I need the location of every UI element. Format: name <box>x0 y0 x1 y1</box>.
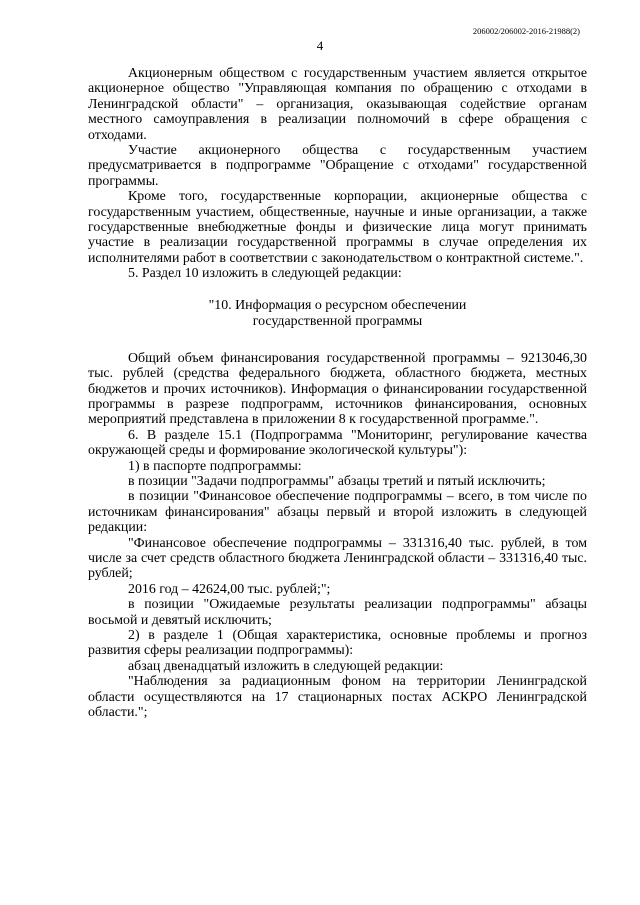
paragraph: Акционерным обществом с государственным участием является открытое акционерное общество "Управляющая компания по обращению с отходами в Ленинградской области" – организация, оказывающая содействие органам местного самоуправления в реализации полномочий в сфере обращения с отходами. <box>88 66 587 143</box>
page-number: 4 <box>316 38 324 53</box>
document-body <box>88 66 587 720</box>
paragraph: Общий объем финансирования государственной программы – 9213046,30 тыс. рублей (средства федерального бюджета, областного бюджета, местных бюджетов и прочих источников). Информация о финансировании государственной программы в разрезе подпрограмм, источников финансирования, основных мероприятий представлена в приложении 8 к государственной программе.". <box>88 350 587 428</box>
paragraph: "Наблюдения за радиационным фоном на территории Ленинградской области осуществляются на 17 стационарных постах АСКРО Ленинградской области."; <box>88 674 587 721</box>
paragraph: 2016 год – 42624,00 тыс. рублей;"; <box>128 581 331 597</box>
section-heading-line: государственной программы <box>252 313 423 329</box>
section-heading-line: "10. Информация о ресурсном обеспечении <box>208 297 467 313</box>
paragraph: Участие акционерного общества с государственным участием предусматривается в подпрограмме "Обращение с отходами" государственной программы. <box>88 143 587 189</box>
paragraph: Кроме того, государственные корпорации, акционерные общества с государственным участием, общественные, научные и иные организации, а также государственные внебюджетные фонды и физические лица могут принимать участие в реализации государственной программы в случае определения их исполнителями работ в соответствии с законодательством о контрактной системе.". <box>88 189 587 266</box>
paragraph: 2) в разделе 1 (Общая характеристика, основные проблемы и прогноз развития сферы реализации подпрограммы): <box>88 628 587 659</box>
paragraph: "Финансовое обеспечение подпрограммы – 331316,40 тыс. рублей, в том числе за счет средств областного бюджета Ленинградской области – 331316,40 тыс. рублей; <box>88 535 587 582</box>
paragraph: 1) в паспорте подпрограммы: <box>128 458 302 474</box>
paragraph: в позиции "Задачи подпрограммы" абзацы третий и пятый исключить; <box>128 473 546 489</box>
paragraph: в позиции "Ожидаемые результаты реализации подпрограммы" абзацы восьмой и девятый исключить; <box>88 597 587 628</box>
paragraph: в позиции "Финансовое обеспечение подпрограммы – всего, в том числе по источникам финансирования" абзацы первый и второй изложить в следующей редакции: <box>88 489 587 536</box>
paragraph: 6. В разделе 15.1 (Подпрограмма "Мониторинг, регулирование качества окружающей среды и формирование экологической культуры"): <box>88 427 587 459</box>
paragraph: абзац двенадцатый изложить в следующей редакции: <box>128 658 444 674</box>
document-id: 206002/206002-2016-21988(2) <box>472 26 580 36</box>
paragraph: 5. Раздел 10 изложить в следующей редакции: <box>128 266 402 282</box>
section-heading <box>88 298 587 330</box>
